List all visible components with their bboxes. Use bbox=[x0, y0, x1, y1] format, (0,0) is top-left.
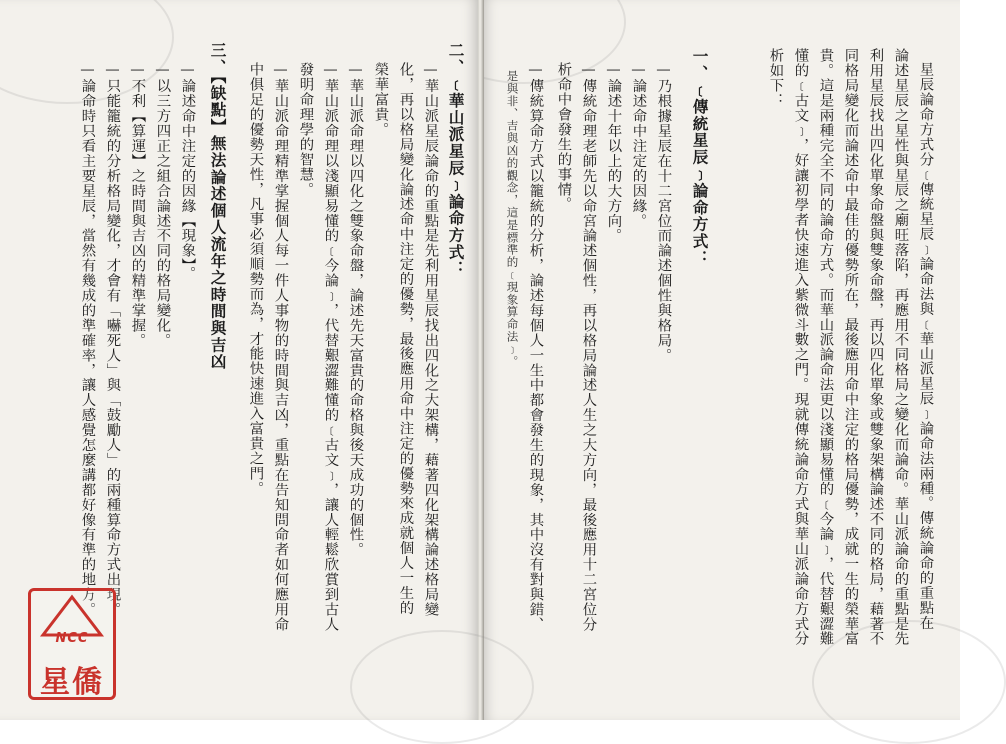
text-column: 同格局變化而論述命中最佳的優勢所在，最後應用命中注定的格局優勢，成就一生的榮華富 bbox=[842, 48, 859, 646]
text-column: —乃根據星辰在十二宮位而論述個性與格局。 bbox=[655, 62, 672, 363]
text-column: 榮華富貴。 bbox=[372, 62, 389, 137]
text-column: —華山派命理精準掌握個人每一件人事物的時間與吉凶，重點在告知問命者如何應用命 bbox=[272, 62, 289, 632]
text-column: —論命時只看主要星辰，當然有幾成的準確率，讓人感覺怎麼講都好像有準的地方。 bbox=[79, 62, 96, 617]
stamp-mark: NCC bbox=[55, 631, 89, 646]
text-column: —只能籠統的分析格局變化，才會有「嚇死人」與「鼓勵人」的兩種算命方式出現。 bbox=[104, 62, 121, 617]
background-pattern bbox=[812, 620, 1006, 744]
section-heading: 三、【缺點】無法論述個人流年之時間與吉凶 bbox=[208, 42, 228, 371]
text-column: —華山派星辰論命的重點是先利用星辰找出四化之大架構，藉著四化架構論述格局變 bbox=[422, 62, 439, 617]
text-column: 發明命理學的智慧。 bbox=[297, 62, 314, 197]
left-page bbox=[0, 0, 478, 720]
text-column: —不利【算運】之時間與吉凶的精準掌握。 bbox=[129, 62, 146, 348]
text-column: 星辰論命方式分﹝傳統星辰﹞論命法與﹝華山派星辰﹞論命法兩種。傳統論命的重點在 bbox=[917, 62, 934, 631]
text-column: 論述星辰之星性與星辰之廟旺落陷，再應用不同格局之變化而論命。華山派論命的重點是先 bbox=[892, 48, 909, 646]
text-column: —傳統算命方式以籠統的分析，論述每個人一生中都會發生的現象，其中沒有對與錯、 bbox=[527, 62, 544, 632]
text-column: —以三方四正之組合論述不同的格局變化。 bbox=[154, 62, 171, 348]
publisher-stamp bbox=[28, 588, 116, 700]
text-column: 化，再以格局變化論述命中注定的優勢，最後應用命中注定的優勢來成就個人一生的 bbox=[397, 62, 414, 616]
text-column: 析命中會發生的事情。 bbox=[555, 62, 572, 212]
section-heading: 一、﹝傳統星辰﹞論命方式： bbox=[690, 48, 710, 267]
text-column: —華山派命理以四化之雙象命盤，論述先天富貴的命格與後天成功的個性。 bbox=[347, 62, 364, 557]
text-column: —論述十年以上的大方向。 bbox=[605, 62, 622, 243]
stamp-name: 星僑 bbox=[40, 665, 104, 700]
text-column: 中俱足的優勢天性，凡事必須順勢而為，才能快速進入富貴之門。 bbox=[247, 62, 264, 496]
text-column: 貴。這是兩種完全不同的論命方式。而華山派論命法更以淺顯易懂的﹝今論﹞，代替艱澀難 bbox=[817, 48, 834, 646]
text-column: 是與非、吉與凶的觀念，這是標準的﹝現象算命法﹞。 bbox=[505, 70, 520, 368]
text-column: —華山派命理以淺顯易懂的﹝今論﹞，代替艱澀難懂的﹝古文﹞，讓人輕鬆欣賞到古人 bbox=[322, 62, 339, 632]
text-column: —傳統命理老師先以命宮論述個性，再以格局論述人生之大方向，最後應用十二宮位分 bbox=[580, 62, 597, 632]
text-column: 利用星辰找出四化單象命盤與雙象命盤，再以四化單象或雙象架構論述不同的格局，藉著不 bbox=[867, 48, 884, 646]
text-column: 析如下： bbox=[767, 48, 784, 108]
text-column: —論述命中注定的因緣。 bbox=[630, 62, 647, 229]
background-pattern bbox=[350, 630, 534, 744]
text-column: 懂的﹝古文﹞，好讓初學者快速進入紫微斗數之門。現就傳統論命方式與華山派論命方式分 bbox=[792, 48, 809, 646]
section-heading: 二、﹝華山派星辰﹞論命方式： bbox=[446, 42, 466, 278]
text-column: —論述命中注定的因緣【現象】。 bbox=[179, 62, 196, 281]
right-page bbox=[482, 0, 960, 720]
